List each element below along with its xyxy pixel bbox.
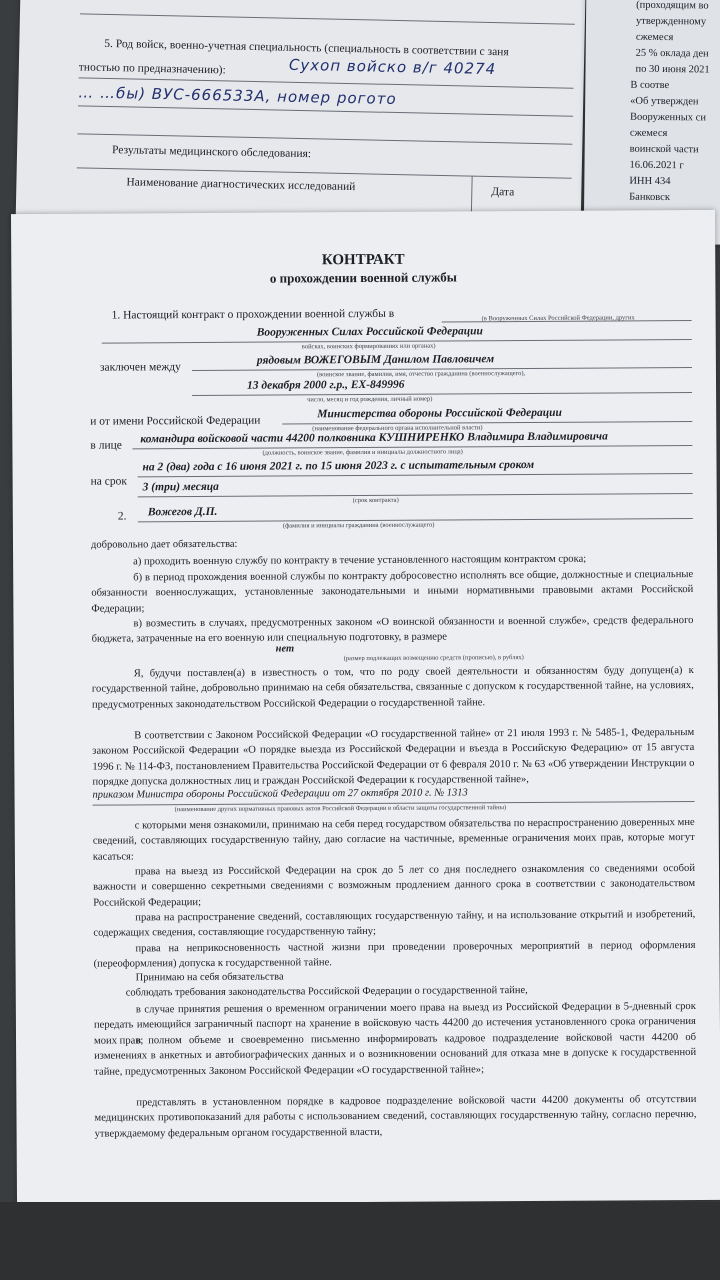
caption-amount: (размер подлежащих возмещению средств (прописью), в рублях) xyxy=(343,654,524,663)
medical-results-label: Результаты медицинского обследования: xyxy=(111,144,312,161)
caption-term: (срок контракта) xyxy=(352,496,399,505)
obligation-v-amount: нет xyxy=(275,643,295,655)
side-text-line: Банковск xyxy=(629,191,671,204)
rule xyxy=(192,392,692,396)
handwritten-vus: … …бы) ВУС-666533А, номер рогото xyxy=(78,83,397,109)
signer-name: Вожегов Д.П. xyxy=(147,505,218,519)
caption-birth: число, месяц и год рождения, личный номер) xyxy=(307,395,433,404)
on-behalf-label: и от имени Российской Федерации xyxy=(90,414,261,428)
side-text-line: сжемеся xyxy=(629,127,668,140)
side-text-line: «Об утвержден xyxy=(630,95,699,108)
caption-ministry: (наименование федерального органа исполнительной власти) xyxy=(312,424,483,433)
item5-line2: тностью по предназначению): xyxy=(78,61,226,77)
side-text-line: утвержденному xyxy=(635,15,707,28)
accept-obligations: Принимаю на себя обязательства xyxy=(135,971,284,984)
side-text-line: по 30 июня 2021 xyxy=(635,63,710,76)
contract-subtitle: о прохождении военной службы xyxy=(269,269,457,286)
caption-forces: (в Вооруженных Силах Российской Федерации, других xyxy=(481,314,635,323)
rule xyxy=(138,493,693,497)
table-header-date: Дата xyxy=(491,186,515,199)
caption-troops: войсках, воинских формированиях или органах) xyxy=(301,342,436,351)
laws-paragraph: В соответствии с Законом Российской Федерации «О государственной тайне» от 21 июля 1993 г. № 5485-1, Федеральным законом Российской Федерации «О порядке выезда из Российской Федерации и въезда в Российскую Федерацию» от 15 августа 1996 г. № 114-ФЗ, постановлением Правительства Российской Федерации от 6 февраля 2010 г. № 63 «Об утверждении Инструкции о порядке допуска должностных лиц и граждан Российской Федерации к государственной тайне», xyxy=(92,726,695,788)
forces-value: Вооруженных Силах Российской Федерации xyxy=(256,325,483,339)
clause1-prefix: 1. Настоящий контракт о прохождении военной службы в xyxy=(111,307,395,322)
caption-commander: (должность, воинское звание, фамилия и инициалы должностного лица) xyxy=(262,448,463,457)
side-text-line: воинской части xyxy=(629,143,699,156)
table-surface xyxy=(0,1202,720,1280)
rule xyxy=(80,13,575,24)
rule xyxy=(78,105,573,116)
caption-order: (наименование других нормативных правовых актов Российской Федерации в области защиты государственной тайны) xyxy=(174,804,507,814)
obligation-v: в) возместить в случаях, предусмотренных законом «О воинской обязанности и военной службе», средств федерального бюджета, затраченные на его военную или специальную подготовку, в размере xyxy=(91,614,694,645)
comply-requirement: соблюдать требования законодательства Российской Федерации о государственной тайне, xyxy=(125,985,528,999)
side-text-line: ИНН 434 xyxy=(629,175,671,188)
obligation-b: б) в период прохождения военной службы по контракту добросовестно исполнять все общие, должностные и специальные обязанности военнослужащих, установленные законодательными и иными нормативными правовыми актами Российской Федерации; xyxy=(91,568,694,615)
side-text-line: Вооруженных си xyxy=(629,111,707,124)
term-value: на 2 (два) года с 16 июня 2021 г. по 15 июня 2023 г. с испытательным сроком xyxy=(142,458,535,474)
right-privacy: права на неприкосновенность частной жизни при проведении проверочных мероприятий в период оформления (переоформления) допуска к государственной тайне. xyxy=(93,939,696,970)
rule xyxy=(77,133,572,144)
handwritten-troops: Сухоп войско в/г 40274 xyxy=(288,55,497,79)
side-text-line: (проходящим во xyxy=(636,0,709,12)
acquainted-paragraph: с которыми меня ознакомили, принимаю на себя перед государством обязательства по нераспространению доверенных мне сведений, составляющих государственную тайну, даю согласие на частичные, временные ограничения моих прав, которые могут касаться: xyxy=(92,816,695,863)
term-label: на срок xyxy=(90,475,127,488)
clause2-number: 2. xyxy=(117,510,127,523)
side-text-line: сжемеся xyxy=(635,31,674,44)
caption-signer: (фамилия и инициалы гражданина (военнослужащего) xyxy=(282,521,435,530)
term-value-2: 3 (три) месяца xyxy=(142,480,219,494)
right-dissemination: права на распространение сведений, составляющих государственную тайну, и на использование открытий и изобретений, содержащих сведения, составляющие государственную тайну; xyxy=(93,908,696,939)
contract-title: КОНТРАКТ xyxy=(321,251,405,269)
inform-paragraph: в полном объеме и своевременно письменно информировать кадровое подразделение войсковой части 44200 об изменениях в анкетных и автобиографических данных и о возникновении оснований для отказа мне в допуске к государственной тайне, предусмотренных Законом Российской Федерации «О государственной тайне»; xyxy=(94,1031,697,1078)
side-text-line: 25 % оклада ден xyxy=(635,47,709,60)
obligation-a: а) проходить военную службу по контракту в течение установленного настоящим контрактом срока; xyxy=(133,553,587,568)
side-text-line: В соотве xyxy=(630,79,670,92)
birth-and-number: 13 декабря 2000 г.р., ЕХ-849996 xyxy=(246,378,405,392)
table-header-tests: Наименование диагностических исследований xyxy=(126,176,356,194)
order-reference: приказом Министра обороны Российской Федерации от 27 октября 2010 г. № 1313 xyxy=(92,787,468,801)
contract-sheet xyxy=(11,210,720,1204)
ministry-value: Министерства обороны Российской Федерации xyxy=(317,406,562,421)
obligation-intro: добровольно дает обязательства: xyxy=(90,538,238,551)
secrecy-intro: Я, будучи поставлен(а) в известность о том, что по роду своей деятельности и обязанностям буду допущен(а) к государственной тайне, добровольно принимаю на себя обязательства, связанные с допуском к государственной тайне, на условиях, предусмотренных законодательством Российской Федерации о государственной тайне. xyxy=(91,664,694,711)
side-document-sheet xyxy=(584,0,720,245)
right-exit: права на выезд из Российской Федерации на срок до 5 лет со дня последнего ознакомления со сведениями особой важности и совершенно секретными сведениями с возможным продлением данного срока в соответствии с законодательством Российской Федерации; xyxy=(93,862,696,909)
concluded-label: заключен между xyxy=(99,361,181,374)
serviceman-name: рядовым ВОЖЕГОВЫМ Данилом Павловичем xyxy=(256,353,495,367)
passport-paragraph: в случае принятия решения о временном ограничении моего права на выезд из Российской Федерации в 5-дневный срок передать имеющийся заграничный паспорт на хранение в войсковую часть 44200 до истечения установленного срока ограничения моих прав; xyxy=(93,1000,696,1047)
side-text-line: 16.06.2021 г xyxy=(629,159,684,172)
rule xyxy=(138,473,693,477)
item5-label: 5. Род войск, военно-учетная специальность (специальность в соответствии с заня xyxy=(104,37,509,59)
commander-value: командира войсковой части 44200 полковника КУШНИРЕНКО Владимира Владимировича xyxy=(140,430,608,446)
person-label: в лице xyxy=(90,439,122,452)
background-form-sheet xyxy=(16,0,586,236)
medical-paragraph: представлять в установленном порядке в кадровое подразделение войсковой части 44200 документы об отсутствии медицинских противопоказаний для работы с использованием сведений, составляющих государственную тайну, согласно перечню, утверждаемому федеральным органом государственной власти, xyxy=(94,1093,697,1140)
rule xyxy=(282,421,692,425)
caption-rank: (воинское звание, фамилия, имя, отчество гражданина (военнослужащего), xyxy=(316,370,526,379)
